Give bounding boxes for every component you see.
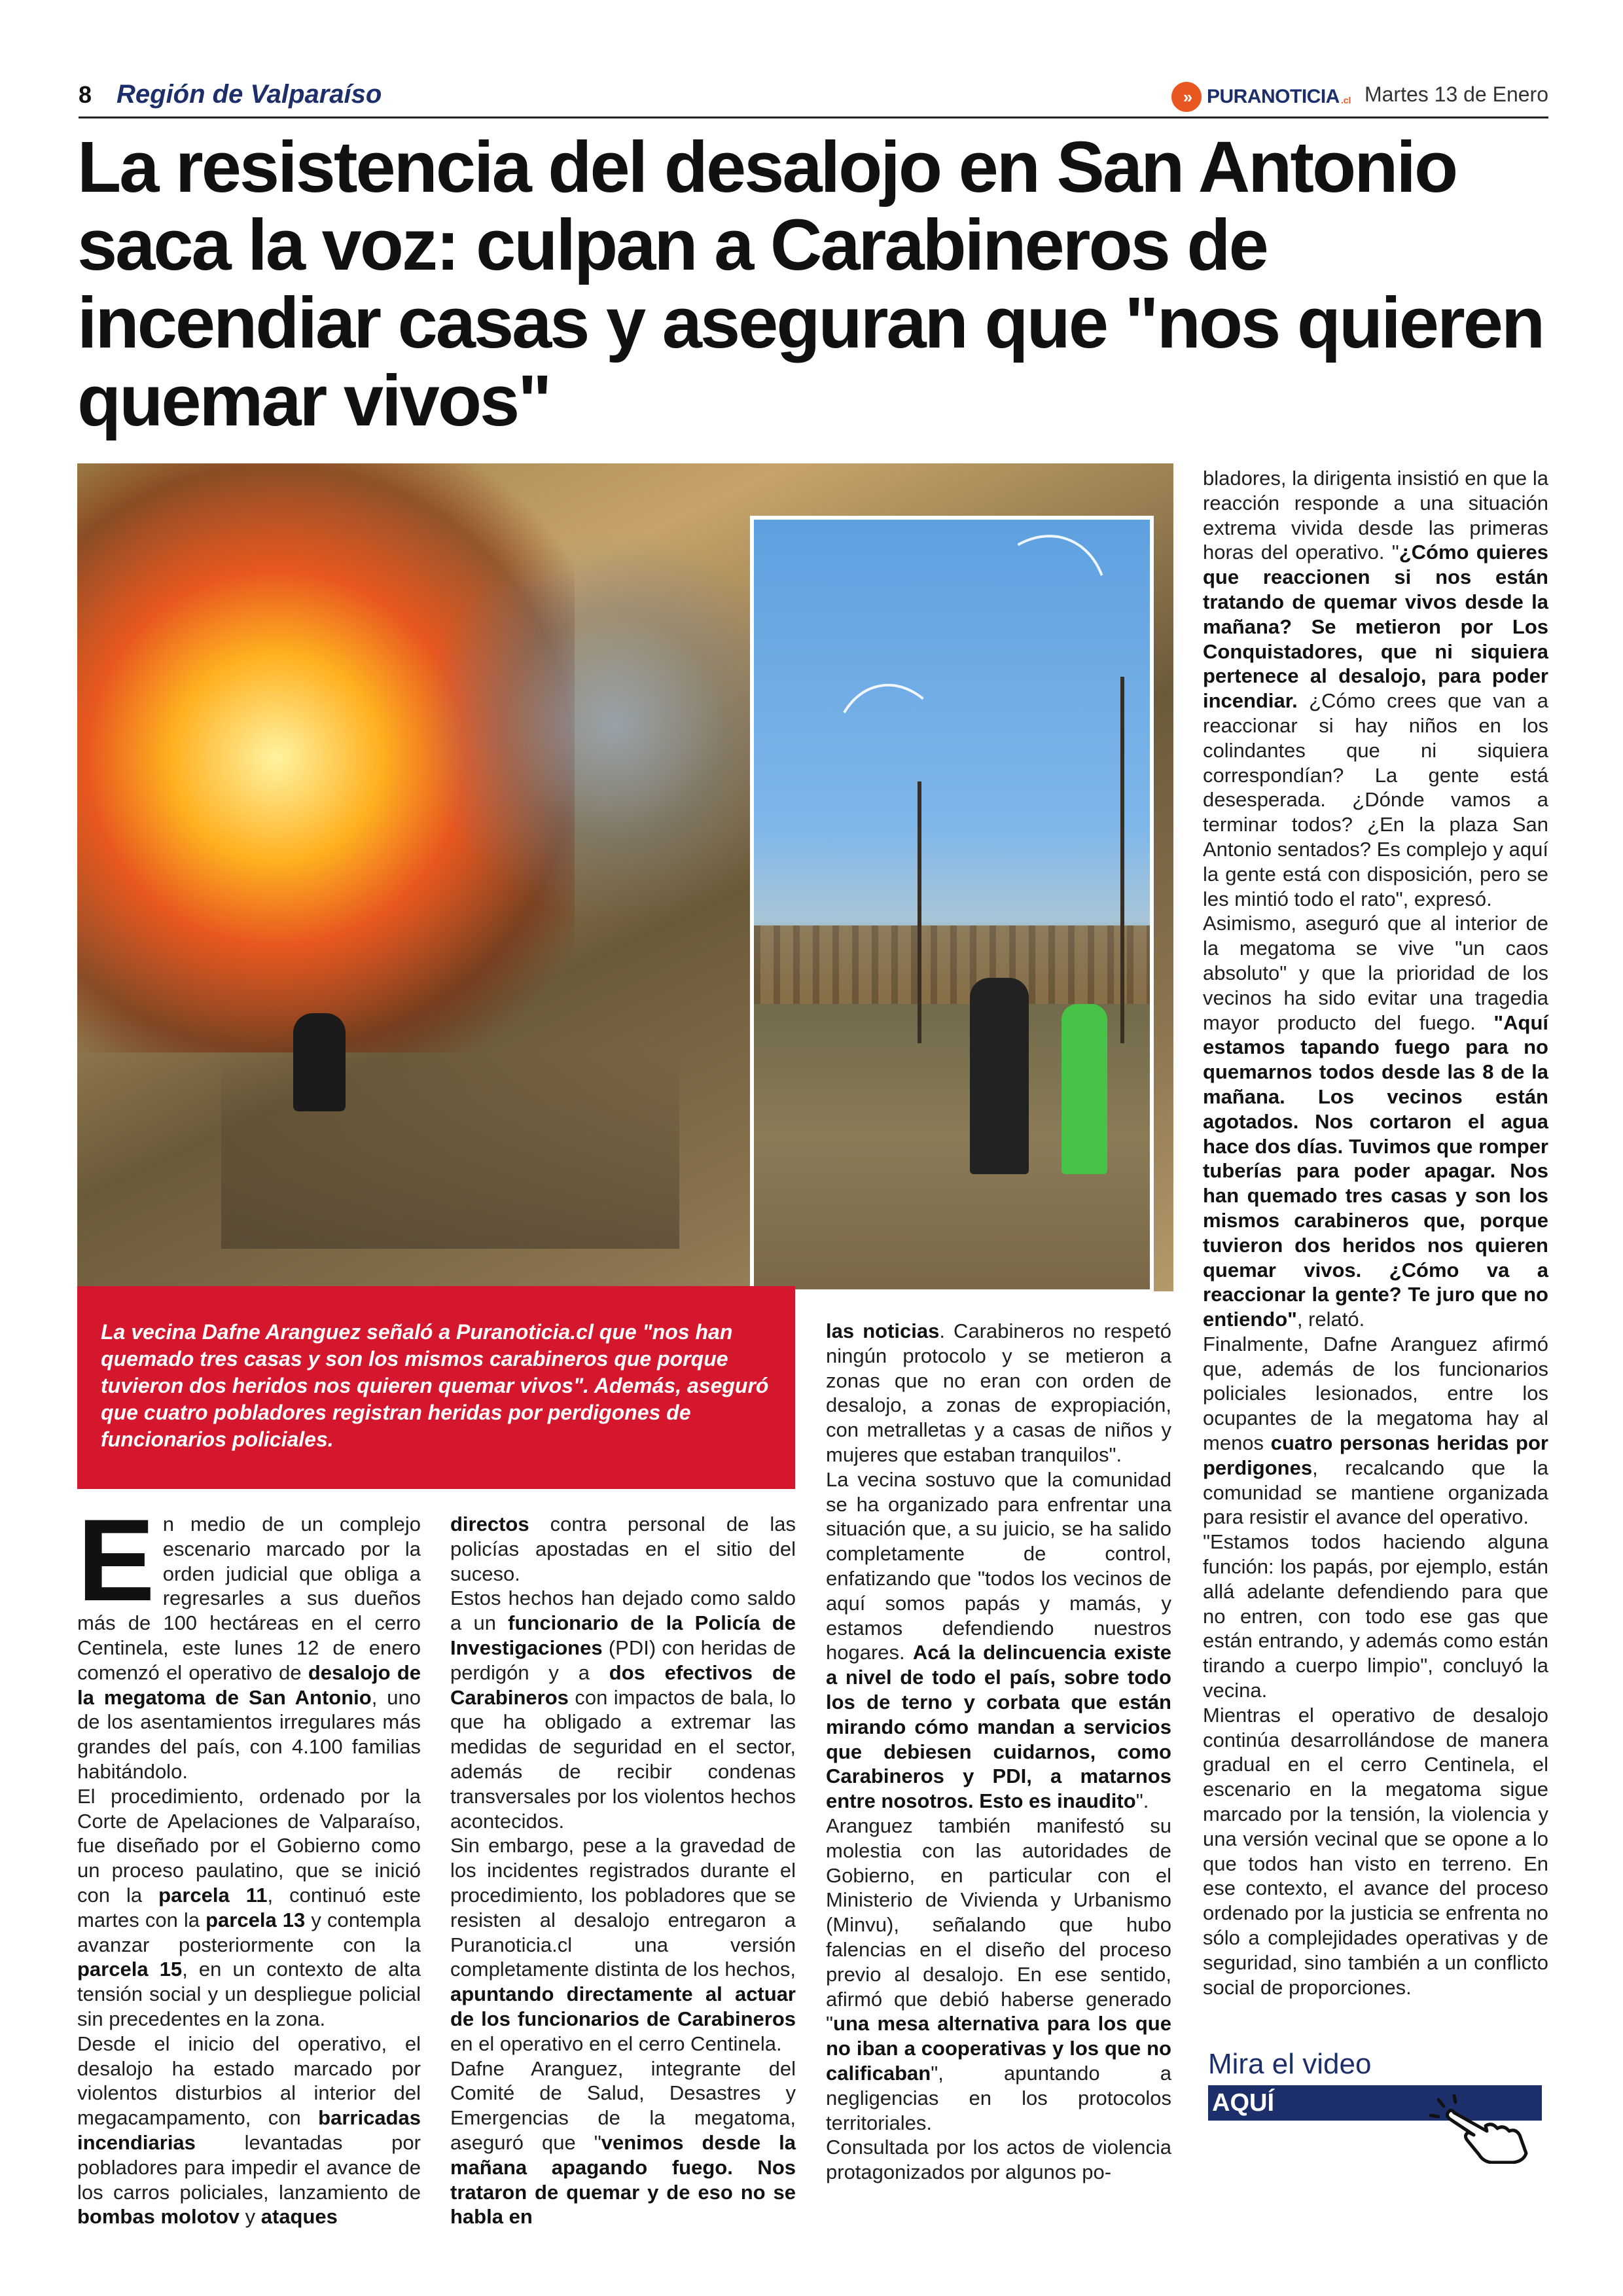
page-header	[79, 77, 1548, 118]
fence	[754, 925, 1150, 1004]
paragraph	[1203, 1703, 1548, 2000]
video-callout[interactable]	[1208, 2046, 1548, 2144]
text-run: y	[240, 2205, 261, 2229]
article-column-4	[1203, 466, 1548, 2000]
text-run: El procedimiento, ordenado por la Corte de Apelaciones de Valparaíso, fue diseñado por el Gobierno como un proceso paulatino, que se inició con la	[77, 1784, 421, 1907]
video-label: Mira el video	[1208, 2048, 1372, 2080]
brand-name: PURANOTICIA	[1207, 86, 1340, 107]
bold-run: "Aquí estamos tapando fuego para no quemarnos todos desde las 8 de la mañana. Los vecinos están agotados. Nos cortaron el agua hace dos días. Tuvimos que romper tuberías para poder apagar. Nos han quemado tres casas y son los mismos carabineros que, porque tuvieron dos heridos nos quieren quemar vivos. ¿Cómo va a reaccionar la gente? Te juro que no entiendo"	[1203, 1011, 1548, 1331]
text-run: levantadas por pobladores para impedir el avance de los carros policiales, lanzamiento de	[77, 2130, 421, 2204]
smoke-trail	[944, 516, 1132, 726]
issue-date: Martes 13 de Enero	[1364, 82, 1548, 106]
article-column-1	[77, 1495, 421, 2229]
paragraph	[77, 1495, 421, 1784]
bold-run: apuntando directamente al actuar de los funcionarios de Carabineros	[450, 1982, 796, 2030]
paragraph	[826, 2135, 1171, 2185]
resident-silhouette	[1061, 1004, 1107, 1174]
paragraph	[1203, 466, 1548, 911]
paragraph	[826, 1319, 1171, 1467]
photo-caption: La vecina Dafne Aranguez señaló a Puranoticia.cl que "nos han quemado tres casas y son los mismos carabineros que porque tuvieron dos heridos nos quieren quemar vivos". Además, aseguró que cuatro pobladores registran heridas por perdigones de funcionarios policiales.	[77, 1286, 795, 1489]
bold-run: las noticias	[826, 1319, 940, 1342]
paragraph	[450, 2056, 796, 2230]
text-run: La vecina sostuvo que la comunidad se ha organizado para enfrentar una situación que, a su juicio, se ha salido completamente de control, enfatizando que "todos los vecinos de aquí somos papás y mamás, y estamos defendiendo nuestros hogares.	[826, 1467, 1171, 1664]
brand-logo	[1171, 81, 1351, 113]
headline: La resistencia del desalojo en San Antonio saca la voz: culpan a Carabineros de incendiar casas y aseguran que "nos quieren quemar vivos"	[77, 127, 1544, 441]
text-run: Aranguez también manifestó su molestia con las autoridades de Gobierno, en particular con el Ministerio de Vivienda y Urbanismo (Minvu), señalando que hubo falencias en el diseño del proceso previo al desalojo. En ese sentido, afirmó que debió haberse generado "	[826, 1814, 1171, 2036]
text-run: n medio de un complejo escenario marcado por la orden judicial que obliga a regresarles a sus dueños más de 100 hectáreas en el cerro Centinela, este lunes 12 de enero comenzó el operativo de	[77, 1513, 421, 1684]
page-number: 8	[79, 81, 92, 108]
paragraph	[77, 2032, 421, 2229]
text-run: Finalmente, Dafne Aranguez afirmó que, además de los funcionarios policiales lesionados, entre los ocupantes de la megatoma hay al menos	[1203, 1332, 1548, 1455]
paragraph	[826, 1814, 1171, 2135]
article-column-2	[450, 1512, 796, 2229]
bold-run: bombas molotov	[77, 2205, 240, 2229]
bold-run: ataques	[260, 2205, 338, 2229]
bold-run: ¿Cómo quieres que reaccionen si nos están tratando de quemar vivos desde la mañana? Se metieron por Los Conquistadores, que ni siquiera pertenece al desalojo, para poder incendiar.	[1203, 541, 1548, 713]
inset-photo-street	[750, 516, 1154, 1293]
text-run: , en un contexto de alta tensión social y un despliegue policial sin precedentes en la zona.	[77, 1958, 421, 2030]
paragraph	[1203, 911, 1548, 1332]
text-run: en el operativo en el cerro Centinela.	[450, 2032, 782, 2055]
text-run: Sin embargo, pese a la gravedad de los incidentes registrados durante el procedimiento, los pobladores que se resisten al desalojo entregaron a Puranoticia.cl una versión completamente distinta de los hechos,	[450, 1834, 796, 1981]
bold-run: Acá la delincuencia existe a nivel de todo el país, sobre todo los de terno y corbata que están mirando cómo mandan a servicios que debiesen cuidarnos, como Carabineros y PDI, a matarnos entre nosotros. Esto es inaudito	[826, 1641, 1171, 1813]
text-run: Dafne Aranguez, integrante del Comité de Salud, Desastres y Emergencias de la megatoma, aseguró que "	[450, 2056, 796, 2154]
utility-pole	[1120, 677, 1124, 1043]
utility-pole	[918, 781, 921, 1043]
smoke-trail	[819, 674, 969, 855]
text-run: con impactos de bala, lo que ha obligado a extremar las medidas de seguridad en el sector, además de recibir condenas transversales por los violentos hechos acontecidos.	[450, 1685, 796, 1833]
text-run: (PDI) con heridas de perdigón y a	[450, 1636, 796, 1684]
paragraph	[450, 1833, 796, 2056]
watch-video-button[interactable]: AQUÍ	[1208, 2085, 1542, 2121]
text-run: ".	[1135, 1789, 1149, 1813]
paragraph	[450, 1512, 796, 1586]
bold-run: directos	[450, 1513, 529, 1535]
dropcap: E	[77, 1495, 155, 1625]
bold-run: parcela 13	[205, 1908, 306, 1931]
text-run: contra personal de las policías apostadas en el sitio del suceso.	[450, 1513, 796, 1585]
bold-run: barricadas incendiarias	[77, 2106, 421, 2154]
text-run: y contempla avanzar posteriormente con la	[77, 1908, 421, 1956]
section-name: Región de Valparaíso	[116, 80, 382, 109]
text-run: ¿Cómo crees que van a reaccionar si hay niños en los colindantes que ni siquiera correspondían? La gente está desesperada. ¿Dónde vamos a terminar todos? ¿En la plaza San Antonio sentados? Es complejo y aquí la gente está con disposición, pero se les mintió todo el rato", expresó.	[1203, 689, 1548, 910]
bold-run: desalojo de la megatoma de San Antonio	[77, 1660, 421, 1709]
paragraph	[77, 1784, 421, 2032]
brand-mark-icon: »	[1171, 82, 1202, 112]
bold-run: parcela 15	[77, 1958, 183, 1981]
text-run: , continuó este martes con la	[77, 1883, 421, 1931]
bold-run: dos efectivos de Carabineros	[450, 1660, 796, 1709]
article-column-3	[826, 1319, 1171, 2185]
bold-run: venimos desde la mañana apagando fuego. Nos trataron de quemar y de eso no se habla en	[450, 2130, 796, 2229]
bold-run: funcionario de la Policía de Investigaciones	[450, 1611, 796, 1659]
paragraph	[1203, 1332, 1548, 1530]
text-run: ", apuntando a negligencias en los protocolos territoriales.	[826, 2061, 1171, 2134]
bold-run: una mesa alternativa para los que no iban a cooperativas y los que no calificaban	[826, 2012, 1171, 2085]
officer-silhouette	[970, 978, 1029, 1174]
text-run: Desde el inicio del operativo, el desalojo ha estado marcado por violentos disturbios al interior del megacampamento, con	[77, 2032, 421, 2130]
text-run: , recalcando que la comunidad se mantiene organizada para resistir el avance del operativo.	[1203, 1456, 1548, 1529]
header-divider	[79, 117, 1548, 118]
text-run: Estos hechos han dejado como saldo a un	[450, 1587, 796, 1635]
text-run: , uno de los asentamientos irregulares más grandes del país, con 4.100 familias habitándolo.	[77, 1685, 421, 1783]
text-run: "Estamos todos haciendo alguna función: los papás, por ejemplo, están allá adelante defendiendo para que no entren, con todo ese gas que están entrando, y además como están tirando a cuerpo limpio", concluyó la vecina.	[1203, 1530, 1548, 1702]
text-run: . Carabineros no respetó ningún protocolo y se metieron a zonas que no eran con orden de desalojo, a zonas de expropiación, con metralletas y a casas de niños y mujeres que estaban tranquilos".	[826, 1319, 1171, 1466]
text-run: , relató.	[1296, 1308, 1365, 1331]
paragraph	[1203, 1530, 1548, 1703]
person-silhouette	[293, 1013, 346, 1111]
brand-tld: .cl	[1340, 95, 1351, 105]
paragraph	[826, 1467, 1171, 1814]
text-run: Consultada por los actos de violencia protagonizados por algunos po-	[826, 2136, 1171, 2184]
text-run: Asimismo, aseguró que al interior de la megatoma se vive "un caos absoluto" y que la prioridad de los vecinos ha sido evitar una tragedia mayor producto del fuego.	[1203, 912, 1548, 1034]
bold-run: cuatro personas heridas por perdigones	[1203, 1431, 1548, 1479]
text-run: bladores, la dirigenta insistió en que la reacción responde a una situación extrema vivida desde las primeras horas del operativo. "	[1203, 467, 1548, 564]
bold-run: parcela 11	[158, 1883, 268, 1907]
text-run: Mientras el operativo de desalojo continúa desarrollándose de manera gradual en el cerro Centinela, el escenario en la megatoma sigue marcado por la tensión, la violencia y una versión vecinal que se opone a lo que todos han visto en terreno. En ese contexto, el avance del proceso ordenado por la justicia se enfrenta no sólo a complejidades operativas y de seguridad, sino también a un conflicto social de proporciones.	[1203, 1703, 1548, 1999]
debris-area	[221, 1052, 679, 1249]
pointing-hand-icon	[1428, 2093, 1543, 2164]
paragraph	[450, 1586, 796, 1833]
